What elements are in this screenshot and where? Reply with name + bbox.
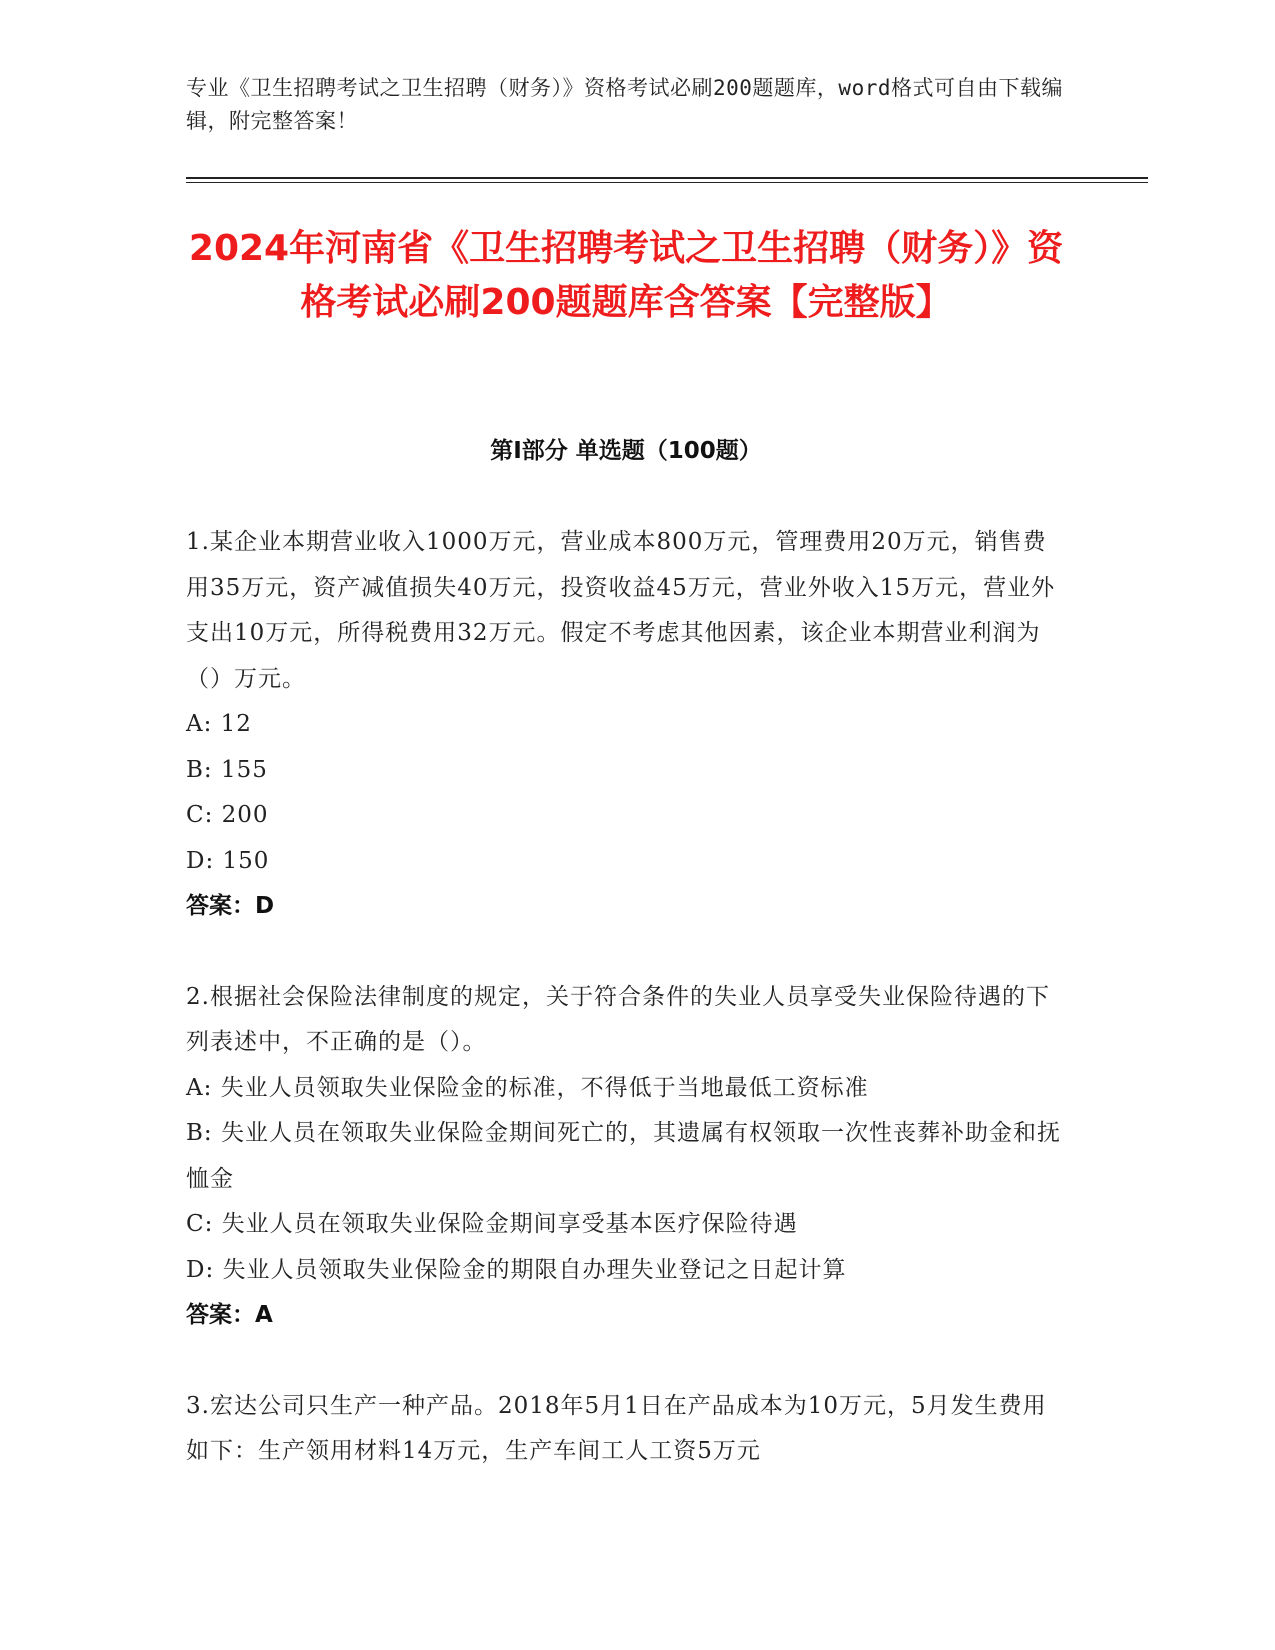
option-c: C: 失业人员在领取失业保险金期间享受基本医疗保险待遇 (186, 1211, 798, 1237)
option-d: D: 150 (186, 847, 270, 874)
option-b: B: 失业人员在领取失业保险金期间死亡的，其遗属有权领取一次性丧葬补助金和抚恤金 (186, 1120, 1061, 1192)
option-d: D: 失业人员领取失业保险金的期限自办理失业登记之日起计算 (186, 1256, 847, 1283)
answer-label: 答案：D (186, 893, 275, 919)
section-title: 第I部分 单选题（100题） (490, 438, 762, 464)
header-rule-thick (186, 177, 1148, 179)
option-b: B: 155 (186, 756, 268, 783)
document-title: 2024年河南省《卫生招聘考试之卫生招聘（财务）》资格考试必刷200题题库含答案【完整版】 (188, 228, 1064, 323)
question-stem: 1.某企业本期营业收入1000万元，营业成本800万元，管理费用20万元，销售费用35万元，资产减值损失40万元，投资收益45万元，营业外收入15万元，营业外支出10万元，所得税费用32万元。假定不考虑其他因素，该企业本期营业利润为（）万元。 (186, 529, 1056, 692)
question-2 (186, 975, 1066, 1339)
question-3 (186, 1384, 1066, 1475)
question-stem: 2.根据社会保险法律制度的规定，关于符合条件的失业人员享受失业保险待遇的下列表述中，不正确的是（）。 (186, 983, 1050, 1055)
header-note: 专业《卫生招聘考试之卫生招聘（财务）》资格考试必刷200题题库，word格式可自由下载编辑，附完整答案！ (186, 76, 1063, 133)
option-a: A: 失业人员领取失业保险金的标准，不得低于当地最低工资标准 (186, 1074, 869, 1101)
question-list (186, 520, 1066, 1520)
question-1 (186, 520, 1066, 930)
option-a: A: 12 (186, 711, 252, 737)
question-stem: 3.宏达公司只生产一种产品。2018年5月1日在产品成本为10万元，5月发生费用如下：生产领用材料14万元，生产车间工人工资5万元 (186, 1392, 1047, 1464)
answer-label: 答案：A (186, 1302, 273, 1328)
header-rule-thin (186, 182, 1148, 183)
option-c: C: 200 (186, 802, 269, 828)
